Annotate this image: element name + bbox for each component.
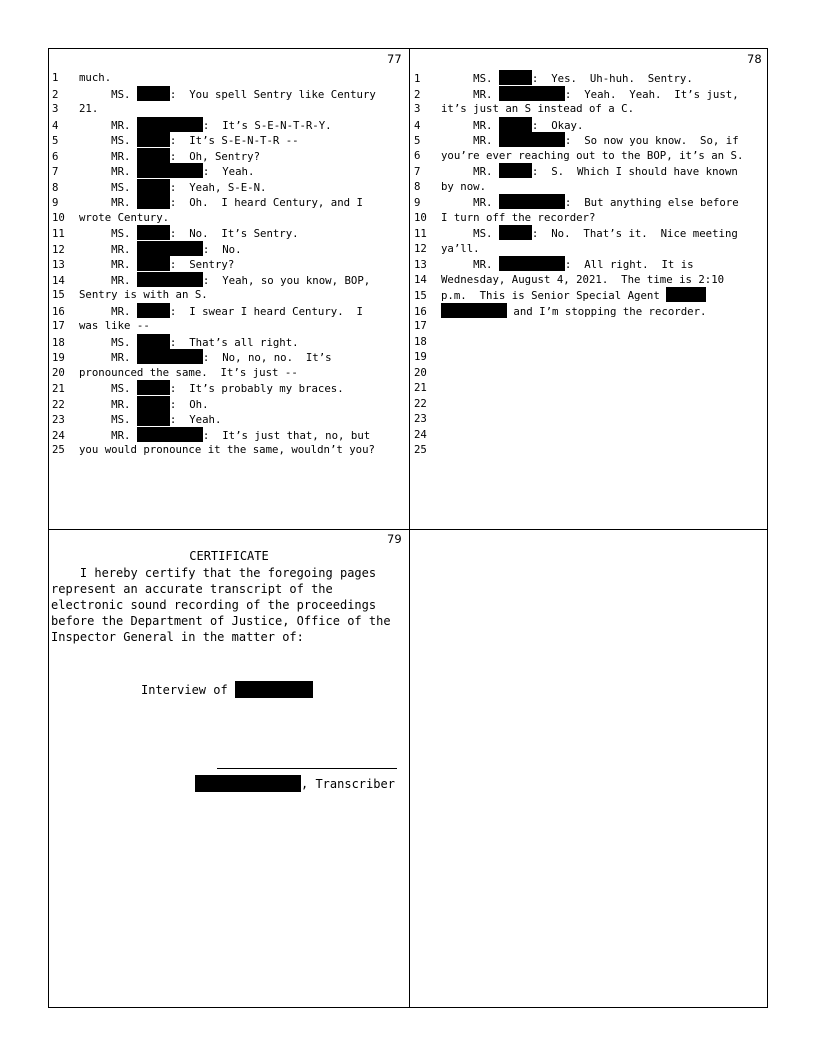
line-text: : That’s all right. [169, 335, 299, 349]
line-text: MR. [441, 87, 499, 101]
line-text: : It’s probably my braces. [169, 382, 344, 395]
line-text: 21. [79, 102, 99, 115]
transcript-line [49, 86, 407, 102]
transcript-line [411, 380, 767, 396]
line-number: 23 [414, 412, 427, 425]
transcript-line [411, 117, 767, 133]
line-text: : S. Which I should have known [531, 165, 738, 178]
line-number: 1 [52, 71, 59, 84]
line-text: MS. [79, 87, 137, 101]
page-number-78: 78 [747, 52, 762, 66]
transcript-line [411, 132, 767, 148]
line-text: : It’s S-E-N-T-R -- [169, 134, 299, 147]
line-number: 3 [414, 102, 421, 115]
transcript-line [49, 318, 407, 334]
line-number: 12 [52, 242, 65, 256]
transcript-line [411, 241, 767, 257]
redaction [666, 287, 706, 302]
line-text: MS. [79, 227, 137, 240]
line-number: 9 [52, 196, 59, 209]
line-number: 4 [52, 118, 59, 132]
signature-line [217, 768, 397, 769]
line-number: 13 [414, 258, 427, 271]
line-text: MR. [79, 428, 137, 442]
transcript-line [411, 210, 767, 226]
line-number: 17 [52, 319, 65, 332]
line-text: : No. That’s it. Nice meeting [531, 227, 738, 240]
transcript-line [49, 365, 407, 381]
transcript-line [49, 70, 407, 86]
transcript-line [49, 241, 407, 257]
line-number: 8 [414, 179, 421, 193]
line-number: 5 [52, 134, 59, 147]
transcript-line [411, 334, 767, 350]
redaction [137, 380, 170, 395]
transcriber-label: , Transcriber [301, 777, 395, 791]
transcript-sheet [48, 48, 768, 1008]
interview-label: Interview of [141, 683, 228, 697]
transcript-line [411, 179, 767, 195]
line-text: MR. [441, 134, 499, 147]
certificate-line: Inspector General in the matter of: [51, 630, 304, 644]
transcript-line [411, 86, 767, 102]
transcript-line [49, 334, 407, 350]
line-text: : Yeah, so you know, BOP, [202, 273, 371, 287]
transcript-line [49, 411, 407, 427]
transcript-line [411, 256, 767, 272]
line-number: 1 [414, 72, 421, 85]
line-text: MS. [79, 382, 137, 395]
line-text: MR. [79, 242, 137, 256]
line-text: ya’ll. [441, 241, 480, 255]
transcript-line [49, 179, 407, 195]
line-number: 22 [52, 397, 65, 411]
line-text: : But anything else before [564, 196, 739, 209]
line-number: 21 [414, 381, 427, 394]
line-number: 15 [414, 289, 427, 302]
page-78-lines [411, 70, 767, 458]
column-divider [409, 49, 410, 1007]
redaction [499, 70, 532, 85]
line-number: 3 [52, 102, 59, 115]
line-text: : It’s S-E-N-T-R-Y. [202, 118, 332, 132]
transcript-line [411, 349, 767, 365]
page-number-77: 77 [387, 52, 402, 66]
line-text: : I swear I heard Century. I [169, 304, 363, 318]
line-text: you would pronounce it the same, wouldn’t you? [79, 443, 375, 456]
redaction [499, 86, 565, 101]
line-text: you’re ever reaching out to the BOP, it’s an S. [441, 148, 744, 162]
line-text: MS. [441, 227, 499, 240]
redaction [499, 225, 532, 240]
redaction [137, 241, 203, 256]
line-text: MR. [441, 258, 499, 271]
line-number: 2 [414, 87, 421, 101]
transcript-line [411, 411, 767, 427]
line-number: 25 [52, 443, 65, 456]
certificate-line: I hereby certify that the foregoing pages [51, 566, 377, 580]
transcript-line [411, 442, 767, 458]
redaction [137, 349, 203, 364]
certificate-body [51, 565, 405, 645]
line-number: 19 [414, 350, 427, 363]
transcript-line [411, 148, 767, 164]
line-text: MR. [79, 165, 137, 178]
redaction [137, 163, 203, 178]
line-text: by now. [441, 179, 487, 193]
transcriber-line [195, 775, 395, 792]
line-number: 11 [52, 227, 65, 240]
line-text: : You spell Sentry like Century [169, 87, 376, 101]
line-number: 20 [414, 365, 427, 379]
redaction [235, 681, 313, 698]
line-text: p.m. This is Senior Special Agent [441, 289, 667, 302]
transcript-line [49, 256, 407, 272]
transcript-line [49, 101, 407, 117]
transcript-line [411, 101, 767, 117]
line-number: 20 [52, 365, 65, 379]
line-text: Sentry is with an S. [79, 288, 208, 301]
line-number: 12 [414, 241, 427, 255]
line-text: MR. [79, 196, 137, 209]
line-number: 5 [414, 134, 421, 147]
transcript-line [49, 210, 407, 226]
transcript-line [411, 365, 767, 381]
line-text: was like -- [79, 319, 150, 332]
line-text: I turn off the recorder? [441, 210, 596, 224]
line-text: : Yes. Uh-huh. Sentry. [531, 72, 693, 85]
line-number: 14 [52, 273, 65, 287]
line-number: 7 [414, 165, 421, 178]
line-number: 22 [414, 396, 427, 410]
page-77-lines [49, 70, 407, 458]
line-number: 14 [414, 272, 427, 286]
line-text: Wednesday, August 4, 2021. The time is 2:10 [441, 272, 725, 286]
transcript-line [411, 427, 767, 443]
transcript-line [411, 70, 767, 86]
certificate-title: CERTIFICATE [189, 549, 269, 563]
line-number: 16 [52, 304, 65, 318]
line-text: MS. [441, 72, 499, 85]
transcript-line [411, 396, 767, 412]
line-text: : Yeah. [202, 165, 255, 178]
transcript-line [49, 380, 407, 396]
line-number: 24 [414, 427, 427, 441]
line-number: 11 [414, 227, 427, 240]
line-text: : No. It’s Sentry. [169, 227, 299, 240]
line-text: : Yeah, S-E-N. [169, 180, 267, 194]
redaction [137, 179, 170, 194]
line-text: wrote Century. [79, 210, 170, 224]
transcript-line [411, 318, 767, 334]
redaction [137, 194, 170, 209]
line-text: MR. [79, 258, 137, 271]
redaction [137, 225, 170, 240]
line-text: MS. [79, 335, 137, 349]
line-text: : No. [202, 242, 242, 256]
line-text: MR. [79, 118, 137, 132]
line-text: : Oh. [169, 397, 209, 411]
line-text: it’s just an S instead of a C. [441, 102, 635, 115]
line-number: 17 [414, 319, 427, 332]
redaction [137, 132, 170, 147]
line-text: much. [79, 71, 112, 84]
redaction [499, 256, 565, 271]
line-number: 25 [414, 443, 427, 456]
line-text: MR. [79, 149, 137, 163]
transcript-line [49, 194, 407, 210]
line-number: 24 [52, 428, 65, 442]
redaction [195, 775, 301, 792]
line-text: MR. [79, 397, 137, 411]
redaction [499, 132, 565, 147]
transcript-line [49, 287, 407, 303]
line-number: 7 [52, 165, 59, 178]
page-number-79: 79 [387, 532, 402, 546]
transcript-line [49, 117, 407, 133]
transcript-line [49, 163, 407, 179]
redaction [441, 303, 507, 318]
line-text: : So now you know. So, if [564, 134, 739, 147]
line-number: 23 [52, 413, 65, 426]
certificate-line: electronic sound recording of the proceedings [51, 598, 377, 612]
transcript-line [49, 442, 407, 458]
redaction [137, 396, 170, 411]
redaction [137, 117, 203, 132]
redaction [137, 148, 170, 163]
line-text: and I’m stopping the recorder. [507, 304, 707, 318]
redaction [137, 272, 203, 287]
transcript-line [411, 225, 767, 241]
line-number: 10 [414, 210, 427, 224]
transcript-line [49, 132, 407, 148]
line-number: 19 [52, 351, 65, 364]
redaction [137, 256, 170, 271]
redaction [137, 427, 203, 442]
transcript-line [411, 272, 767, 288]
line-text: pronounced the same. It’s just -- [79, 365, 298, 379]
redaction [137, 411, 170, 426]
line-number: 10 [52, 210, 65, 224]
transcript-line [411, 194, 767, 210]
row-divider [49, 529, 767, 530]
redaction [499, 194, 565, 209]
line-text: : No, no, no. It’s [202, 351, 332, 364]
redaction [499, 163, 532, 178]
line-number: 15 [52, 288, 65, 301]
line-text: MR. [79, 273, 137, 287]
transcript-line [49, 349, 407, 365]
redaction [137, 334, 170, 349]
redaction [499, 117, 532, 132]
line-number: 21 [52, 382, 65, 395]
redaction [137, 86, 170, 101]
line-number: 6 [414, 148, 421, 162]
line-number: 18 [52, 335, 65, 349]
line-text: : It’s just that, no, but [202, 428, 371, 442]
line-number: 2 [52, 87, 59, 101]
line-text: MR. [79, 304, 137, 318]
line-text: : Oh, Sentry? [169, 149, 261, 163]
transcript-line [49, 427, 407, 443]
line-text: MS. [79, 180, 137, 194]
line-number: 18 [414, 334, 427, 348]
line-number: 13 [52, 258, 65, 271]
line-number: 6 [52, 149, 59, 163]
line-text: MR. [79, 351, 137, 364]
line-text: MR. [441, 165, 499, 178]
line-number: 4 [414, 118, 421, 132]
transcript-line [49, 148, 407, 164]
line-text: : Sentry? [169, 258, 235, 271]
transcript-line [411, 163, 767, 179]
redaction [137, 303, 170, 318]
line-text: MS. [79, 413, 137, 426]
transcript-line [49, 272, 407, 288]
line-text: : Yeah. Yeah. It’s just, [564, 87, 739, 101]
line-text: : Oh. I heard Century, and I [169, 196, 363, 209]
transcript-line [411, 303, 767, 319]
line-number: 8 [52, 180, 59, 194]
certificate-line: before the Department of Justice, Office of the [51, 614, 391, 628]
line-number: 16 [414, 304, 427, 318]
line-text: : Yeah. [169, 413, 222, 426]
line-text: MR. [441, 196, 499, 209]
line-text: MR. [441, 118, 499, 132]
transcript-line [49, 396, 407, 412]
line-text: : All right. It is [564, 258, 694, 271]
transcript-line [411, 287, 767, 303]
transcript-line [49, 303, 407, 319]
transcript-line [49, 225, 407, 241]
interview-of-line [141, 681, 313, 698]
line-text: : Okay. [531, 118, 584, 132]
line-number: 9 [414, 196, 421, 209]
line-text: MS. [79, 134, 137, 147]
certificate-line: represent an accurate transcript of the [51, 582, 333, 596]
